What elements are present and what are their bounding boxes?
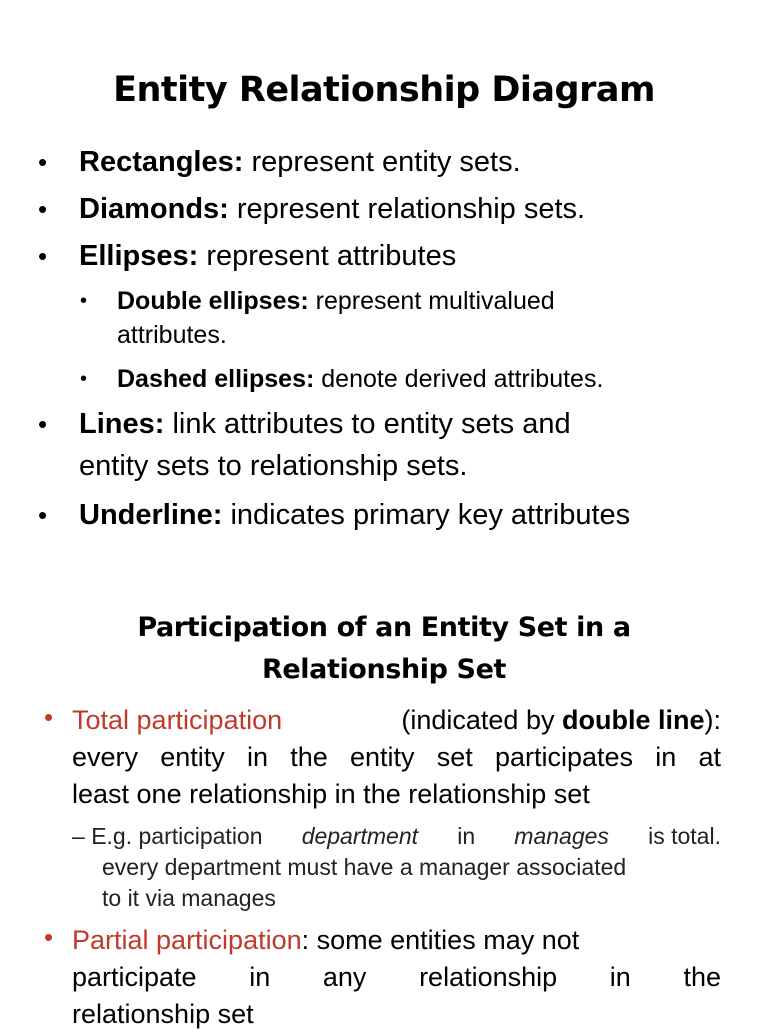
example-line: to it via manages	[102, 885, 276, 911]
bullet-dot: •	[38, 241, 48, 271]
dash: –	[72, 823, 85, 849]
bullet-dot: •	[44, 702, 54, 732]
section-title: Participation of an Entity Set in a	[137, 612, 631, 643]
word: any	[322, 962, 367, 992]
paragraph-line: least one relationship in the relationship set	[72, 779, 590, 809]
bullet-dot: •	[38, 194, 48, 224]
word: in	[249, 962, 271, 992]
bullet-dot: •	[38, 147, 48, 177]
paren-text: (indicated by	[401, 705, 555, 735]
word: participate	[72, 962, 197, 992]
sub-bullet-text: denote derived attributes.	[314, 365, 604, 393]
word: the	[683, 962, 721, 992]
sub-bullet-term: Double ellipses:	[117, 287, 309, 315]
bullet-text: represent entity sets.	[243, 146, 521, 178]
example-emphasis: manages	[514, 823, 609, 849]
example-text: is total.	[648, 823, 721, 849]
bullet-text: link attributes to entity sets and	[164, 408, 571, 440]
bullet-dot: •	[44, 922, 54, 952]
example-line: every department must have a manager associated	[102, 854, 627, 880]
bullet-term: Ellipses:	[79, 240, 199, 272]
term-total-participation: Total participation	[72, 705, 283, 735]
bullet-term: Rectangles:	[79, 146, 244, 178]
total-participation-paragraph	[72, 702, 721, 813]
bullet-term: Diamonds:	[79, 193, 229, 225]
paragraph-line	[72, 959, 721, 996]
paragraph-line: relationship set	[72, 999, 254, 1029]
bullet-term: Underline:	[79, 499, 223, 531]
example-text: in	[457, 823, 476, 849]
paragraph-line	[72, 922, 721, 959]
paragraph-line: every entity in the entity set participates in at	[72, 742, 721, 772]
section-title-line2: Relationship Set	[261, 654, 507, 685]
paragraph-line	[72, 702, 721, 739]
sub-bullet-text: attributes.	[117, 321, 227, 349]
bullet-dot: •	[38, 409, 48, 439]
example-emphasis: department	[301, 823, 419, 849]
sub-bullet-dot: •	[80, 368, 88, 390]
bullet-text: represent attributes	[198, 240, 457, 272]
term-partial-participation: Partial participation	[72, 925, 302, 955]
word: relationship	[419, 962, 558, 992]
example-text: E.g. participation	[91, 823, 263, 849]
paren-close: ):	[704, 705, 721, 735]
sub-bullet-dot: •	[80, 290, 88, 312]
bullet-text: indicates primary key attributes	[222, 499, 631, 531]
example-line	[72, 821, 721, 852]
word: in	[609, 962, 631, 992]
bullet-term: Lines:	[79, 408, 165, 440]
partial-participation-paragraph	[72, 922, 721, 1033]
sub-bullet-term: Dashed ellipses:	[117, 365, 315, 393]
bullet-dot: •	[38, 500, 48, 530]
double-line-term: double line	[561, 705, 705, 735]
sub-bullet-text: represent multivalued	[308, 287, 555, 315]
paragraph-text: : some entities may not	[301, 925, 580, 955]
example-subitem	[72, 821, 721, 914]
bullet-text: represent relationship sets.	[228, 193, 586, 225]
bullet-text: entity sets to relationship sets.	[79, 450, 468, 482]
page-title: Entity Relationship Diagram	[113, 70, 655, 110]
